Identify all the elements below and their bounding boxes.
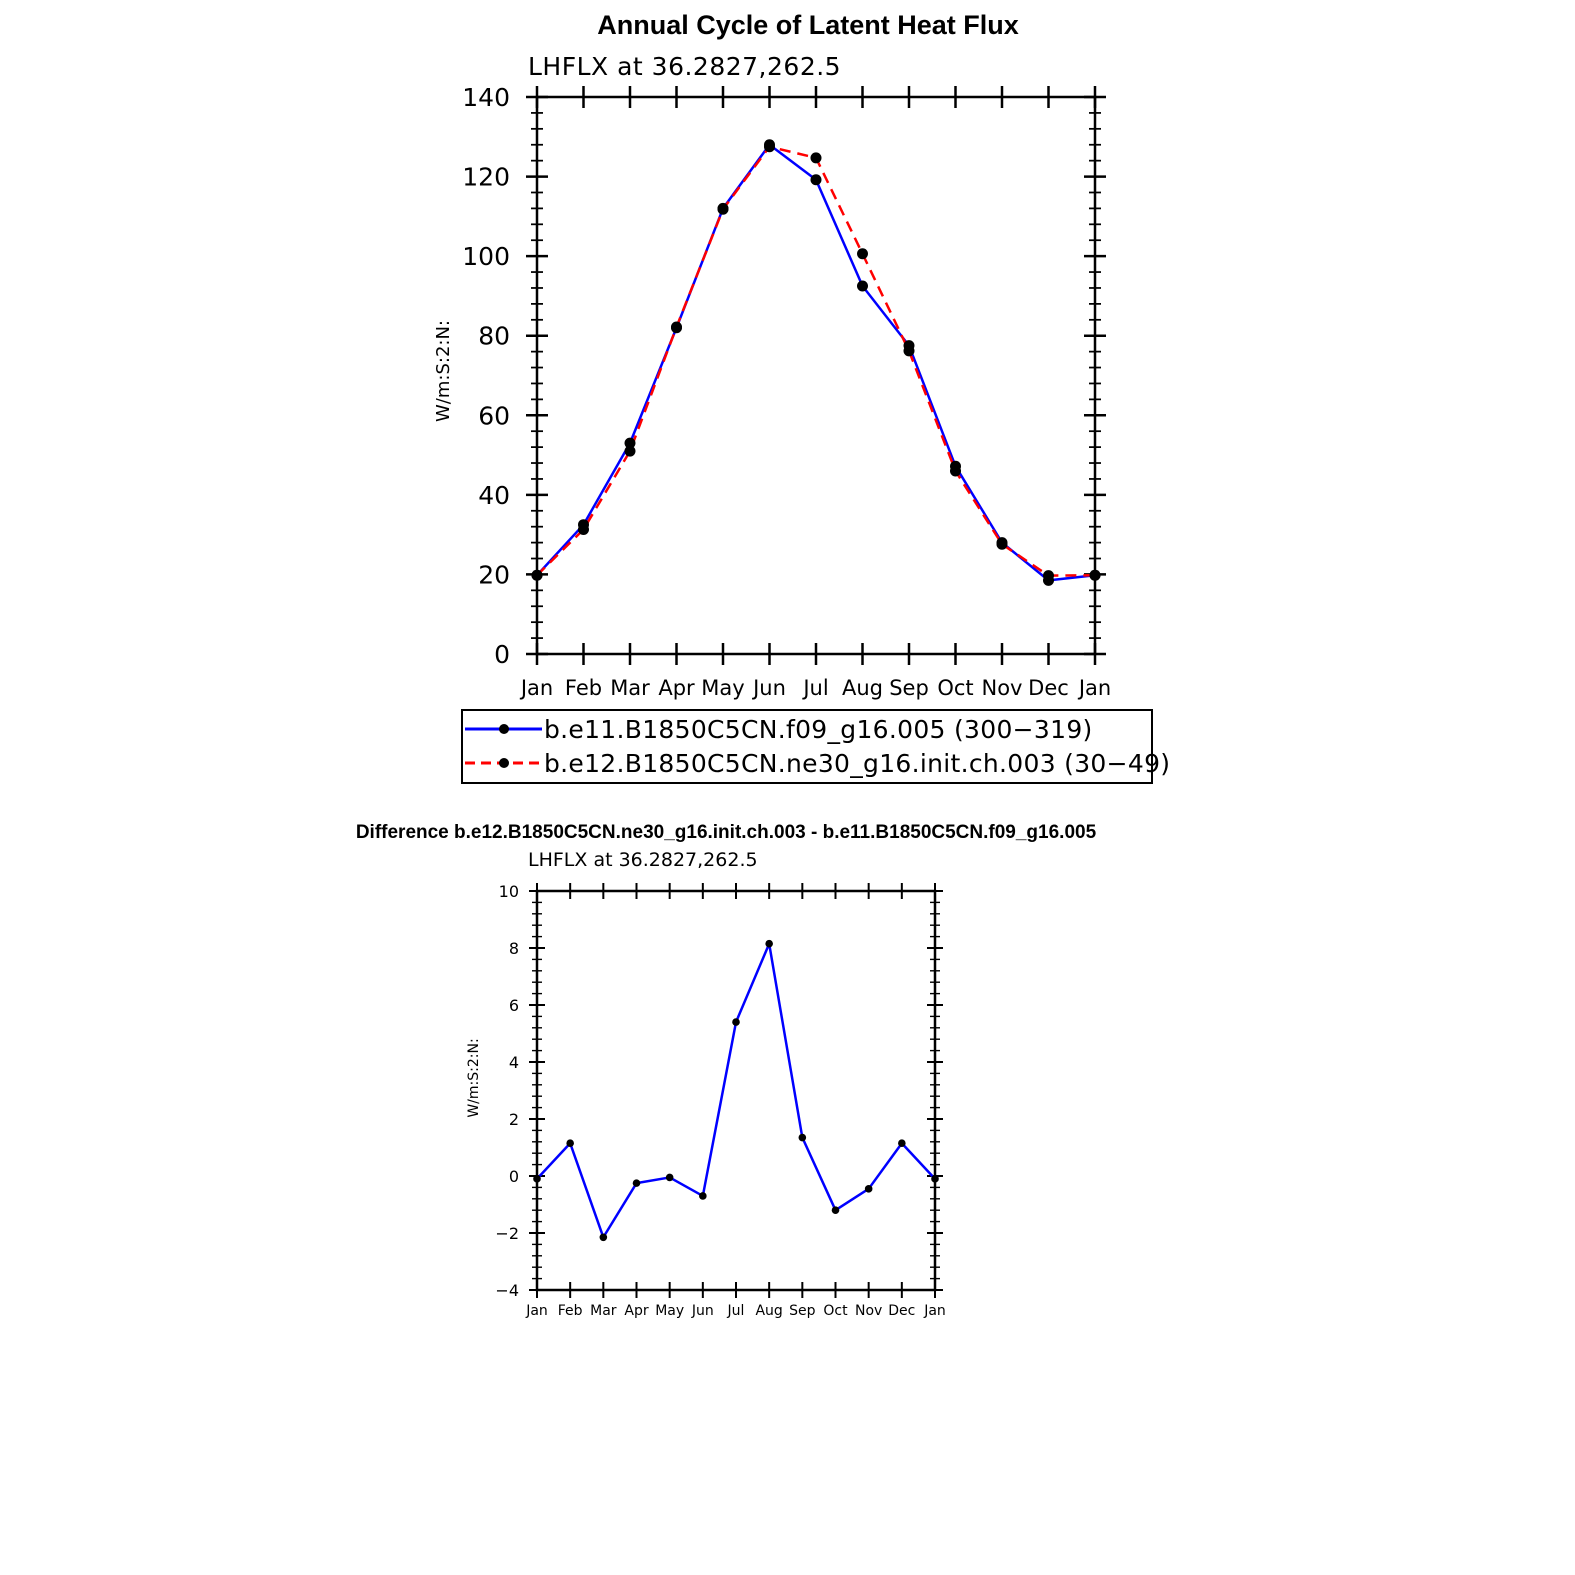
- chart2-xtick-label: Jan: [924, 1303, 946, 1319]
- chart2-xtick-label: Oct: [823, 1303, 848, 1319]
- chart2-ytick-label: 8: [508, 938, 519, 958]
- chart2-xtick-label: Mar: [590, 1303, 617, 1319]
- chart2-xtick-label: May: [655, 1303, 685, 1319]
- chart2-xtick-label: Sep: [789, 1303, 816, 1319]
- chart2-plot-frame: [537, 891, 935, 1290]
- chart1-xtick-label: Mar: [610, 676, 650, 700]
- chart1-series-2-line: [537, 147, 1095, 576]
- chart2-xtick-label: Dec: [888, 1303, 916, 1319]
- chart1-ytick-label: 140: [462, 83, 510, 112]
- chart2-xtick-label: Jan: [526, 1303, 548, 1319]
- chart2-series-1-point: [799, 1134, 807, 1142]
- chart2-xtick-label: Feb: [557, 1303, 583, 1319]
- chart2-series-1-point: [533, 1175, 541, 1183]
- chart2-series-1-point: [600, 1233, 608, 1241]
- chart1-ytick-label: 40: [478, 480, 510, 510]
- chart1-ytick-label: 100: [462, 242, 510, 272]
- chart2-ytick-label: −2: [495, 1223, 519, 1243]
- chart2-xtick-label: Nov: [855, 1303, 883, 1319]
- chart1-xtick-label: Aug: [841, 676, 884, 700]
- chart1-y-axis-label: W/m:S:2:N:: [433, 320, 454, 422]
- chart2-series-1-point: [765, 940, 773, 948]
- chart2-title: Difference b.e12.B1850C5CN.ne30_g16.init.ch.003 - b.e11.B1850C5CN.f09_g16.005: [355, 822, 1097, 843]
- chart2-series-1-point: [832, 1206, 840, 1214]
- chart2-series-1-point: [931, 1175, 939, 1183]
- chart1-series-2-point: [532, 570, 543, 581]
- chart2-series-1-point: [898, 1139, 906, 1147]
- chart2-ytick-label: −4: [495, 1280, 519, 1300]
- chart1-xtick-label: Jan: [520, 676, 554, 700]
- chart2-series-1-point: [566, 1139, 574, 1147]
- chart1-series-2-point: [671, 321, 682, 332]
- chart1-series-2-point: [857, 248, 868, 259]
- chart1-series-2-point: [950, 465, 961, 476]
- chart2-ytick-label: 6: [508, 995, 519, 1015]
- chart1-ytick-label: 60: [478, 401, 510, 431]
- chart2-series-1-point: [699, 1192, 707, 1200]
- chart1-series-2-point: [811, 152, 822, 163]
- legend-label-series-2: b.e12.B1850C5CN.ne30_g16.init.ch.003 (30−49): [544, 749, 1171, 778]
- chart1-legend: [462, 710, 1170, 783]
- chart2-plot: [495, 882, 945, 1319]
- chart1-title: Annual Cycle of Latent Heat Flux: [597, 10, 1019, 40]
- chart1-ytick-label: 80: [478, 321, 510, 351]
- chart1-plot: [462, 83, 1111, 700]
- chart1-series-1-point: [857, 280, 868, 291]
- chart1-series-2-point: [718, 204, 729, 215]
- chart2-ytick-label: 10: [498, 881, 519, 901]
- chart1-xtick-label: Oct: [937, 676, 974, 700]
- chart1-xtick-label: Nov: [981, 676, 1023, 700]
- chart2-subtitle: LHFLX at 36.2827,262.5: [528, 849, 758, 871]
- legend-entry-series-1: [465, 715, 1093, 744]
- chart2-ytick-label: 2: [508, 1109, 519, 1129]
- chart1-series-2-point: [1043, 570, 1054, 581]
- chart1-xtick-label: Jan: [1078, 676, 1112, 700]
- chart2-ytick-label: 4: [508, 1052, 519, 1072]
- chart1-series-2-point: [578, 524, 589, 535]
- chart1-series-1-point: [811, 174, 822, 185]
- chart1-xtick-label: Dec: [1028, 676, 1069, 700]
- chart1-series-2-point: [997, 539, 1008, 550]
- chart1-ytick-label: 20: [478, 560, 510, 590]
- chart1-xtick-label: May: [701, 676, 745, 700]
- chart1-series-2-point: [625, 446, 636, 457]
- chart1-series-2-point: [1090, 570, 1101, 581]
- chart1-xtick-label: Jun: [753, 676, 786, 700]
- legend-entry-series-2: [465, 749, 1170, 778]
- chart2-series-1-point: [732, 1018, 740, 1026]
- chart2-xtick-label: Jul: [727, 1303, 745, 1319]
- chart1-ytick-label: 120: [462, 162, 510, 192]
- chart2-y-axis-label: W/m:S:2:N:: [466, 1038, 482, 1118]
- chart2-xtick-label: Apr: [624, 1303, 649, 1319]
- chart1-series-1-line: [537, 145, 1095, 581]
- chart1-xtick-label: Jul: [803, 676, 829, 700]
- chart2-series-1-line: [537, 944, 935, 1238]
- legend-label-series-1: b.e11.B1850C5CN.f09_g16.005 (300−319): [544, 715, 1093, 744]
- chart1-ytick-label: 0: [494, 640, 510, 669]
- chart1-series-2-point: [764, 141, 775, 152]
- chart2-series-1-point: [666, 1174, 674, 1182]
- chart2-xtick-label: Aug: [755, 1303, 783, 1319]
- chart1-xtick-label: Apr: [658, 676, 695, 700]
- chart1-series-2-point: [904, 345, 915, 356]
- chart1-xtick-label: Feb: [564, 676, 603, 700]
- chart1-xtick-label: Sep: [889, 676, 929, 700]
- chart2-xtick-label: Jun: [691, 1303, 714, 1319]
- chart2-series-1-point: [865, 1185, 873, 1193]
- chart2-ytick-label: 0: [508, 1166, 519, 1186]
- chart1-subtitle: LHFLX at 36.2827,262.5: [528, 52, 842, 81]
- chart2-series-1-point: [633, 1179, 641, 1187]
